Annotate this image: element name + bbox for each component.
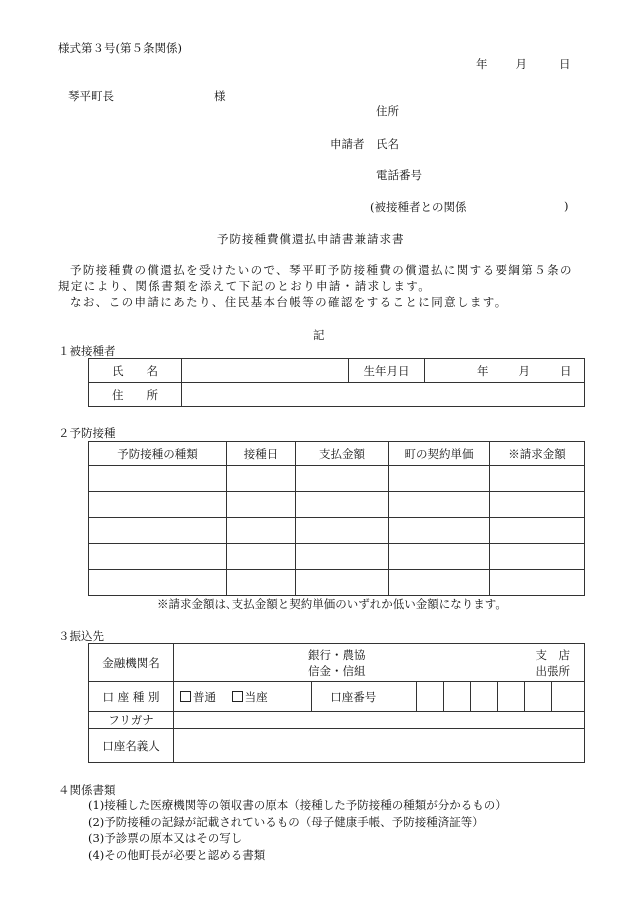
claim-note: ※請求金額は､支払金額と契約単価のいずれか低い金額になります。 [157, 597, 507, 611]
account-number-spacer [395, 682, 417, 712]
vaccination-date-cell[interactable] [227, 466, 296, 492]
col-paid-amount: 支払金額 [296, 442, 389, 466]
ordinary-checkbox[interactable] [180, 690, 216, 704]
date-month-label: 月 [515, 57, 527, 71]
contract-price-cell[interactable] [389, 518, 490, 544]
vaccination-date-cell[interactable] [227, 492, 296, 518]
bank-name-field[interactable] [174, 644, 585, 682]
section1-heading: １被接種者 [58, 344, 116, 358]
contract-price-cell[interactable] [389, 466, 490, 492]
account-digit-6[interactable] [552, 682, 585, 712]
vaccine-type-cell[interactable] [89, 466, 227, 492]
birth-month-label: 月 [518, 363, 530, 378]
recipient-table [88, 358, 585, 407]
vaccination-row [89, 544, 585, 570]
account-digit-1[interactable] [417, 682, 444, 712]
document-item: (3)予診票の原本又はその写し [88, 831, 243, 845]
addressee-name: 琴平町長 [68, 89, 114, 103]
branch-type-options [536, 647, 571, 679]
birth-day-label: 日 [560, 363, 572, 378]
paid-amount-cell[interactable] [296, 518, 389, 544]
vaccination-row [89, 466, 585, 492]
paid-amount-cell[interactable] [296, 492, 389, 518]
account-digit-3[interactable] [471, 682, 498, 712]
furigana-field[interactable] [174, 712, 585, 729]
vaccine-type-cell[interactable] [89, 518, 227, 544]
account-holder-field[interactable] [174, 729, 585, 763]
section2-heading: ２予防接種 [58, 426, 116, 440]
account-type-options [174, 682, 312, 712]
applicant-label: 申請者 [330, 137, 365, 151]
document-item: (2)予防接種の記録が記載されているもの（母子健康手帳、予防接種済証等） [88, 814, 484, 829]
recipient-address-label: 住 所 [89, 383, 182, 407]
branch-type-line-2: 出張所 [535, 664, 570, 678]
document-item: (4)その他町長が必要と認める書類 [88, 847, 266, 862]
vaccination-date-cell[interactable] [227, 518, 296, 544]
col-claim-amount: ※請求金額 [490, 442, 585, 466]
addressee-honorific: 様 [214, 89, 226, 103]
applicant-name-label: 氏名 [376, 137, 399, 151]
recipient-address-field[interactable] [182, 383, 585, 407]
furigana-label: フリガナ [89, 712, 174, 729]
col-vaccination-date: 接種日 [227, 442, 296, 466]
document-item: (1)接種した医療機関等の領収書の原本（接種した予防接種の種類が分かるもの） [88, 798, 507, 812]
recipient-name-field[interactable] [182, 359, 349, 383]
claim-amount-cell[interactable] [490, 544, 585, 570]
bank-type-line-1: 銀行・農協 [308, 648, 366, 662]
bank-type-line-2: 信金・信組 [308, 664, 366, 678]
vaccination-date-cell[interactable] [227, 544, 296, 570]
claim-amount-cell[interactable] [490, 466, 585, 492]
body-paragraph-2: なお、この申請にあたり、住民基本台帳等の確認をすることに同意します。 [70, 295, 508, 309]
vaccination-row [89, 492, 585, 518]
ki-label: 記 [313, 328, 325, 342]
account-number-label: 口座番号 [312, 682, 395, 712]
vaccination-table [88, 441, 585, 596]
claim-amount-cell[interactable] [490, 518, 585, 544]
paid-amount-cell[interactable] [296, 466, 389, 492]
date-day-label: 日 [559, 57, 571, 71]
account-type-label: 口 座 種 別 [89, 682, 174, 712]
bank-type-options [308, 647, 366, 679]
applicant-phone-label: 電話番号 [376, 168, 422, 182]
body-text [58, 262, 578, 310]
current-checkbox-box[interactable] [232, 691, 243, 702]
documents-list [88, 797, 507, 863]
col-contract-price: 町の契約単価 [389, 442, 490, 466]
body-paragraph-1: 予防接種費の償還払を受けたいので、琴平町予防接種費の償還払に関する要綱第５条の規定により、関係書類を添えて下記のとおり申請・請求します。 [58, 263, 573, 293]
current-label: 当座 [244, 689, 268, 704]
vaccine-type-cell[interactable] [89, 544, 227, 570]
page-title: 予防接種費償還払申請書兼請求書 [217, 232, 405, 246]
date-line [476, 56, 571, 72]
section3-heading: ３振込先 [58, 629, 104, 643]
claim-amount-cell[interactable] [490, 570, 585, 596]
form-number: 様式第３号(第５条関係) [58, 41, 182, 55]
date-year-label: 年 [476, 57, 488, 71]
vaccine-type-cell[interactable] [89, 492, 227, 518]
contract-price-cell[interactable] [389, 492, 490, 518]
account-digit-2[interactable] [444, 682, 471, 712]
vaccination-date-cell[interactable] [227, 570, 296, 596]
account-digit-4[interactable] [498, 682, 525, 712]
paid-amount-cell[interactable] [296, 570, 389, 596]
bank-table [88, 643, 585, 763]
vaccine-type-cell[interactable] [89, 570, 227, 596]
recipient-name-label: 氏 名 [89, 359, 182, 383]
vaccination-header-row [89, 442, 585, 466]
applicant-relation-close: ) [564, 199, 569, 213]
paid-amount-cell[interactable] [296, 544, 389, 570]
birthdate-label: 生年月日 [349, 359, 425, 383]
section4-heading: ４関係書類 [58, 783, 116, 797]
applicant-relation-label: (被接種者との関係 [370, 200, 467, 214]
bank-name-label: 金融機関名 [89, 644, 174, 682]
vaccination-row [89, 570, 585, 596]
branch-type-line-1: 支 店 [535, 648, 570, 662]
contract-price-cell[interactable] [389, 544, 490, 570]
account-holder-label: 口座名義人 [89, 729, 174, 763]
claim-amount-cell[interactable] [490, 492, 585, 518]
contract-price-cell[interactable] [389, 570, 490, 596]
birthdate-field[interactable] [425, 359, 585, 383]
birth-year-label: 年 [477, 363, 489, 378]
ordinary-checkbox-box[interactable] [180, 691, 191, 702]
vaccination-row [89, 518, 585, 544]
applicant-address-label: 住所 [376, 104, 399, 118]
current-checkbox[interactable] [232, 690, 268, 704]
col-vaccine-type: 予防接種の種類 [89, 442, 227, 466]
account-digit-5[interactable] [525, 682, 552, 712]
ordinary-label: 普通 [193, 689, 216, 704]
